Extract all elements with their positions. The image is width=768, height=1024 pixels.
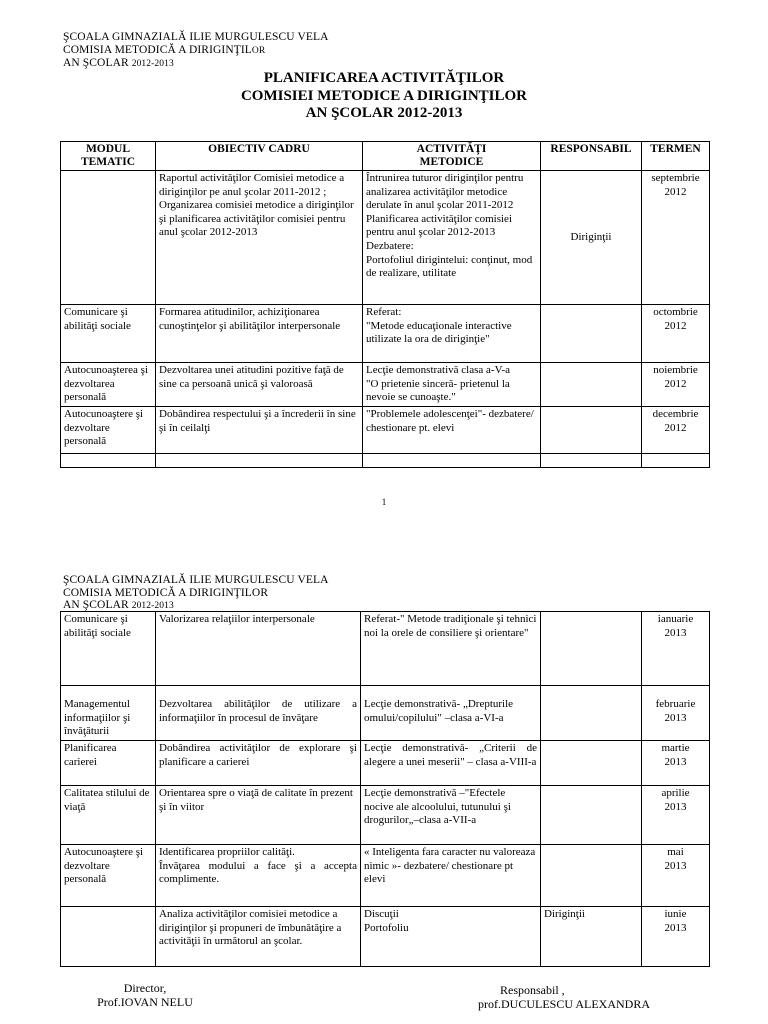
cell-modul (61, 907, 156, 967)
cell-termen: septembrie 2012 (642, 171, 710, 305)
page1-header (63, 31, 329, 71)
cell-modul: Comunicare şi abilităţi sociale (61, 612, 156, 686)
cell-obiectiv: Formarea atitudinilor, achiziţionarea cunoştinţelor şi abilităţilor interpersonale (156, 305, 363, 363)
cell-activitati (363, 454, 541, 468)
table-row (61, 363, 710, 407)
cell-obiectiv: Raportul activităţilor Comisiei metodice a diriginţilor pe anul şcolar 2011-2012 ; Organizarea comisiei metodice a diriginţilor şi planificarea activităţilor comisiei pentru anul şcolar 2012-2013 (156, 171, 363, 305)
cell-termen: decembrie 2012 (642, 407, 710, 454)
title-line-3: AN ŞCOLAR 2012-2013 (305, 105, 463, 121)
cell-responsabil (541, 786, 642, 845)
cell-termen: ianuarie 2013 (642, 612, 710, 686)
cell-modul (61, 171, 156, 305)
cell-activitati: Lecţie demonstrativă- „Criterii de alegere a unei meserii" – clasa a-VIII-a (361, 741, 541, 786)
cell-termen: martie 2013 (642, 741, 710, 786)
header-modul: MODUL TEMATIC (61, 142, 156, 171)
cell-responsabil: Diriginţii (541, 171, 642, 305)
cell-obiectiv: Identificarea propriilor calităţi. Învăţarea modului a face şi a accepta complimente. (156, 845, 361, 907)
cell-responsabil (541, 305, 642, 363)
school-name: ŞCOALA GIMNAZIALĂ ILIE MURGULESCU VELA (63, 574, 329, 586)
cell-responsabil (541, 686, 642, 741)
table-row (61, 407, 710, 454)
responsible-role: Responsabil , (500, 983, 565, 997)
cell-modul: Planificarea carierei (61, 741, 156, 786)
page2-header (63, 574, 329, 613)
table-row (61, 612, 710, 686)
cell-obiectiv (156, 454, 363, 468)
cell-obiectiv: Analiza activităţilor comisiei metodice a diriginţilor şi propuneri de îmbunătăţire a activităţii în următorul an şcolar. (156, 907, 361, 967)
cell-responsabil: Diriginţii (541, 907, 642, 967)
commission-name: COMISIA METODICĂ A DIRIGINŢILOR (63, 586, 269, 599)
cell-modul: Autocunoaşterea şi dezvoltarea personală (61, 363, 156, 407)
cell-activitati: Lecţie demonstrativă clasa a-V-a "O prietenie sinceră- prietenul la nevoie se cunoaşte." (363, 363, 541, 407)
cell-activitati: Discuţii Portofoliu (361, 907, 541, 967)
school-year: AN ŞCOLAR 2012-2013 (63, 57, 174, 69)
cell-activitati: Referat-" Metode tradiţionale şi tehnici noi la orele de consiliere şi orientare" (361, 612, 541, 686)
cell-modul: Autocunoaştere şi dezvoltare personală (61, 407, 156, 454)
table-row (61, 305, 710, 363)
header-obiectiv: OBIECTIV CADRU (156, 142, 363, 171)
school-name: ŞCOALA GIMNAZIALĂ ILIE MURGULESCU VELA (63, 31, 329, 43)
cell-responsabil (541, 363, 642, 407)
table-row (61, 907, 710, 967)
commission-name: COMISIA METODICĂ A DIRIGINŢILOR (63, 43, 266, 56)
responsible-name: prof.DUCULESCU ALEXANDRA (478, 997, 650, 1011)
table-row-empty (61, 454, 710, 468)
cell-obiectiv: Orientarea spre o viaţă de calitate în prezent şi în viitor (156, 786, 361, 845)
header-termen: TERMEN (642, 142, 710, 171)
table-header-row (61, 142, 710, 171)
header-activitati: ACTIVITĂŢI METODICE (363, 142, 541, 171)
cell-modul: Calitatea stilului de viaţă (61, 786, 156, 845)
cell-obiectiv: Dezvoltarea abilităţilor de utilizare a informaţiilor în procesul de învăţare (156, 686, 361, 741)
cell-responsabil (541, 407, 642, 454)
cell-modul (61, 454, 156, 468)
cell-modul: Comunicare şi abilităţi sociale (61, 305, 156, 363)
cell-obiectiv: Valorizarea relaţiilor interpersonale (156, 612, 361, 686)
planning-table-page1 (60, 141, 710, 468)
cell-activitati: Întrunirea tuturor diriginţilor pentru analizarea activităţilor metodice derulate în anul şcolar 2011-2012 Planificarea activităţilor comisiei pentru anul şcolar 2012-2013 Dezbatere: Portofoliul dirigintelui: conţinut, mod de realizare, utilitate (363, 171, 541, 305)
school-year: AN ŞCOLAR 2012-2013 (63, 599, 174, 611)
title-line-2: COMISIEI METODICE A DIRIGINŢILOR (240, 87, 528, 104)
cell-obiectiv: Dobândirea respectului şi a încrederii în sine şi în ceilalţi (156, 407, 363, 454)
cell-responsabil (541, 612, 642, 686)
cell-modul: Autocunoaştere şi dezvoltare personală (61, 845, 156, 907)
table-row (61, 171, 710, 305)
header-responsabil: RESPONSABIL (541, 142, 642, 171)
page-number: 1 (381, 497, 387, 507)
cell-termen: aprilie 2013 (642, 786, 710, 845)
cell-responsabil (541, 741, 642, 786)
document-title (0, 70, 768, 123)
cell-obiectiv: Dobândirea activităţilor de explorare şi planificare a carierei (156, 741, 361, 786)
cell-termen: mai 2013 (642, 845, 710, 907)
table-row (61, 741, 710, 786)
table-row (61, 845, 710, 907)
cell-activitati: Lecţie demonstrativă- „Drepturile omului/copilului" –clasa a-VI-a (361, 686, 541, 741)
cell-responsabil (541, 454, 642, 468)
cell-activitati: Referat: "Metode educaţionale interactive utilizate la ora de diriginţie" (363, 305, 541, 363)
cell-termen: iunie 2013 (642, 907, 710, 967)
director-name: Prof.IOVAN NELU (97, 995, 193, 1009)
cell-termen: noiembrie 2012 (642, 363, 710, 407)
table-row (61, 686, 710, 741)
cell-termen: octombrie 2012 (642, 305, 710, 363)
cell-activitati: « Inteligenta fara caracter nu valoreaza nimic »- dezbatere/ chestionare pt elevi (361, 845, 541, 907)
cell-termen: februarie 2013 (642, 686, 710, 741)
table-row (61, 786, 710, 845)
responsible-signature (478, 983, 708, 1011)
cell-modul: Managementul informaţiilor şi învăţăturii (61, 686, 156, 741)
cell-obiectiv: Dezvoltarea unei atitudini pozitive faţă de sine ca persoană unică şi valoroasă (156, 363, 363, 407)
title-line-1: PLANIFICAREA ACTIVITĂŢILOR (263, 70, 505, 86)
cell-activitati: "Problemele adolescenţei"- dezbatere/ chestionare pt. elevi (363, 407, 541, 454)
planning-table-page2 (60, 611, 710, 967)
cell-termen (642, 454, 710, 468)
cell-activitati: Lecţie demonstrativă –"Efectele nocive ale alcoolului, tutunului şi drogurilor„–clasa a-VII-a (361, 786, 541, 845)
director-signature (85, 981, 205, 1009)
director-role: Director, (123, 981, 167, 995)
cell-responsabil (541, 845, 642, 907)
